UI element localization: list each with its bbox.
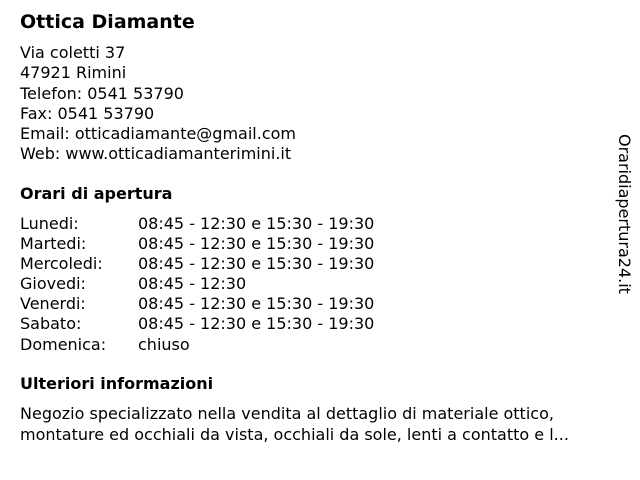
email-line[interactable]: Email: otticadiamante@gmail.com: [20, 124, 296, 144]
address-line: Via coletti 37: [20, 43, 126, 62]
day-label: Martedi:: [20, 234, 87, 254]
time-value: 08:45 - 12:30 e 15:30 - 19:30: [138, 314, 375, 334]
day-label: Venerdi:: [20, 294, 86, 314]
time-value: 08:45 - 12:30 e 15:30 - 19:30: [138, 254, 375, 274]
day-label: Giovedi:: [20, 274, 86, 294]
phone-line[interactable]: Telefon: 0541 53790: [20, 83, 184, 103]
city-line: 47921 Rimini: [20, 63, 127, 83]
time-value: 08:45 - 12:30 e 15:30 - 19:30: [138, 234, 375, 254]
day-label: Mercoledi:: [20, 254, 103, 274]
day-label: Domenica:: [20, 334, 107, 354]
business-name: Ottica Diamante: [20, 11, 195, 33]
business-card: [20, 10, 610, 444]
time-value: 08:45 - 12:30 e 15:30 - 19:30: [138, 294, 375, 314]
day-label: Sabato:: [20, 314, 82, 334]
fax-line: Fax: 0541 53790: [20, 103, 155, 123]
additional-info-heading: Ulteriori informazioni: [20, 374, 214, 393]
time-value: chiuso: [138, 334, 190, 354]
contact-details: [20, 43, 610, 165]
day-label: Lunedi:: [20, 214, 79, 233]
opening-hours-heading: Orari di apertura: [20, 184, 173, 203]
site-watermark: Oraridiapertura24.it: [615, 134, 634, 294]
time-value: 08:45 - 12:30 e 15:30 - 19:30: [138, 214, 375, 233]
web-line[interactable]: Web: www.otticadiamanterimini.it: [20, 144, 292, 164]
time-value: 08:45 - 12:30: [138, 274, 247, 294]
additional-info-text: Negozio specializzato nella vendita al dettaglio di materiale ottico, montature ed occhiali da vista, occhiali da sole, lenti a contatto e l...: [20, 404, 569, 444]
